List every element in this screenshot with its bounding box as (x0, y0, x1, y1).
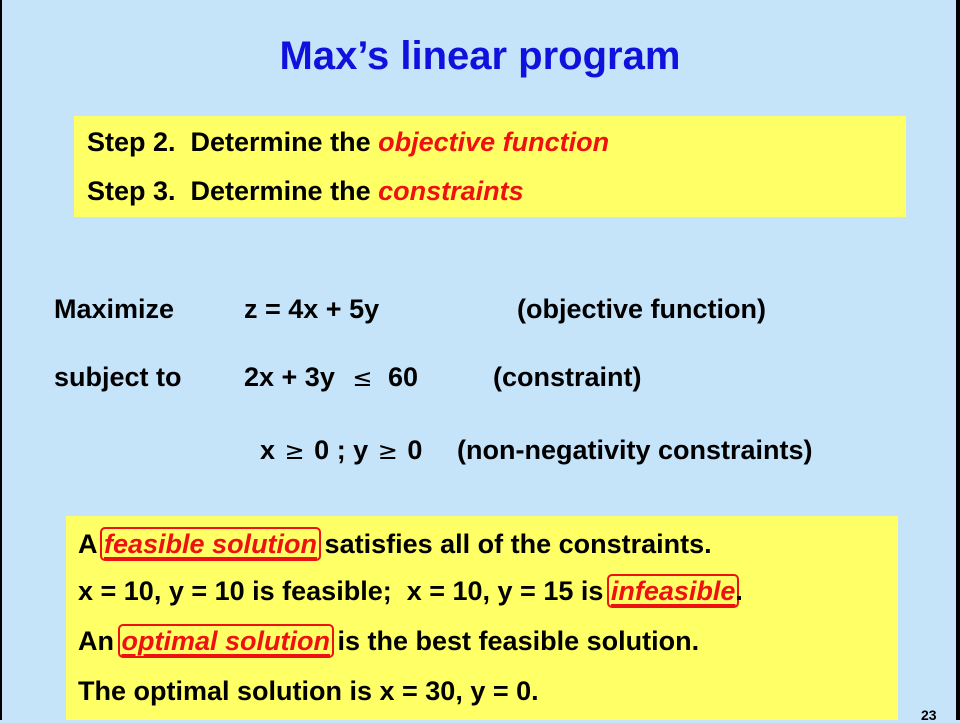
step-2-prefix: Step 2. Determine the (87, 127, 379, 157)
infeasible-highlight: infeasible (607, 574, 740, 608)
info-line-4: The optimal solution is x = 30, y = 0. (78, 676, 539, 706)
maximize-label: Maximize (54, 294, 175, 324)
step-2-line (87, 127, 609, 158)
objective-expression: z = 4x + 5y (244, 294, 380, 324)
constraint-note: (constraint) (493, 362, 642, 392)
info-line-2-pre: x = 10, y = 10 is feasible; x = 10, y = 15 is (78, 576, 611, 606)
info-line-1-pre: A (78, 529, 104, 559)
info-line-3 (78, 626, 699, 657)
less-equal-symbol: ≤ (352, 364, 373, 392)
nonneg-end: 0 (407, 435, 423, 465)
steps-box (74, 116, 906, 217)
greater-equal-symbol-x: ≥ (284, 437, 305, 465)
solution-info-box (66, 516, 898, 720)
constraint-expression (244, 362, 418, 393)
slide-title: Max’s linear program (279, 34, 681, 78)
info-line-3-post: is the best feasible solution. (330, 626, 700, 656)
nonnegativity-expression (260, 435, 422, 466)
page-number: 23 (921, 707, 937, 723)
right-border (956, 0, 960, 720)
optimal-solution-highlight: optimal solution (118, 624, 335, 658)
info-line-1-post: satisfies all of the constraints. (317, 529, 712, 559)
info-line-1 (78, 529, 712, 560)
step-3-emphasis: constraints (378, 176, 524, 206)
nonnegativity-note: (non-negativity constraints) (457, 435, 813, 465)
left-border (0, 0, 2, 720)
greater-equal-symbol-y: ≥ (377, 437, 398, 465)
step-3-line (87, 176, 524, 207)
nonneg-mid: 0 ; y (314, 435, 369, 465)
constraint-lhs: 2x + 3y (244, 362, 335, 392)
subject-to-label: subject to (54, 362, 182, 392)
step-3-prefix: Step 3. Determine the (87, 176, 379, 206)
info-line-2 (78, 576, 743, 607)
constraint-rhs: 60 (387, 362, 419, 392)
info-line-3-pre: An (78, 626, 122, 656)
info-line-2-post: . (735, 576, 743, 606)
feasible-solution-highlight: feasible solution (100, 527, 321, 561)
step-2-emphasis: objective function (378, 127, 610, 157)
objective-note: (objective function) (517, 294, 766, 324)
nonneg-x: x (260, 435, 276, 465)
